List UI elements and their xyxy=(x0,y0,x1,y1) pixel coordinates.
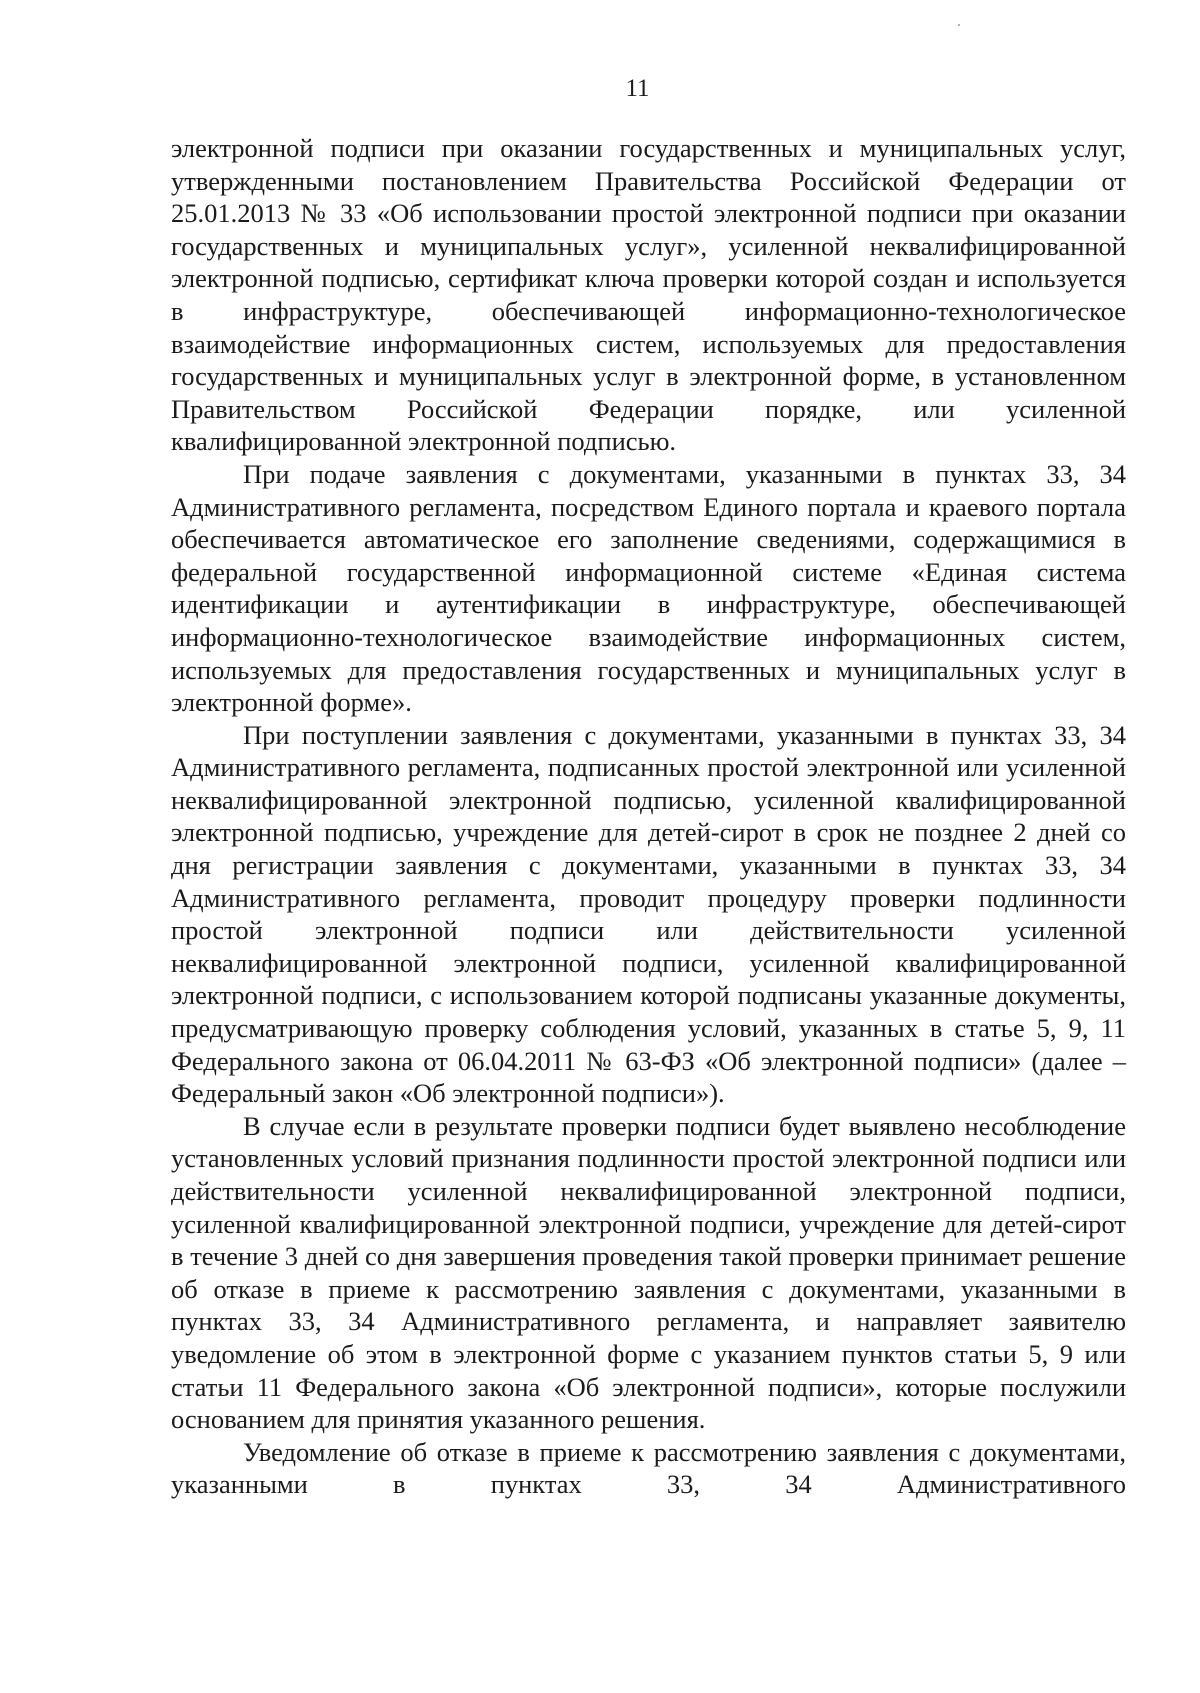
paragraph-verification-failure: В случае если в результате проверки подписи будет выявлено несоблюдение установленных условий признания подлинности простой электронной подписи или действительности усиленной неквалифицированной электронной подписи, усиленной квалифицированной электронной подписи, учреждение для детей-сирот в течение 3 дней со дня завершения проведения такой проверки принимает решение об отказе в приеме к рассмотрению заявления с документами, указанными в пунктах 33, 34 Административного регламента, и направляет заявителю уведомление об этом в электронной форме с указанием пунктов статьи 5, 9 или статьи 11 Федерального закона «Об электронной подписи», которые послужили основанием для принятия указанного решения. xyxy=(171,1110,1126,1435)
paragraph-signature-verification: При поступлении заявления с документами, указанными в пунктах 33, 34 Административного регламента, подписанных простой электронной или усиленной неквалифицированной электронной подписью, усиленной квалифицированной электронной подписью, учреждение для детей-сирот в срок не позднее 2 дней со дня регистрации заявления с документами, указанными в пунктах 33, 34 Административного регламента, проводит процедуру проверки подлинности простой электронной подписи или действительности усиленной неквалифицированной электронной подписи, усиленной квалифицированной электронной подписи, с использованием которой подписаны указанные документы, предусматривающую проверку соблюдения условий, указанных в статье 5, 9, 11 Федерального закона от 06.04.2011 № 63-ФЗ «Об электронной подписи» (далее – Федеральный закон «Об электронной подписи»). xyxy=(171,719,1126,1109)
paragraph-continuation: электронной подписи при оказании государственных и муниципальных услуг, утвержденными постановлением Правительства Российской Федерации от 25.01.2013 № 33 «Об использовании простой электронной подписи при оказании государственных и муниципальных услуг», усиленной неквалифицированной электронной подписью, сертификат ключа проверки которой создан и используется в инфраструктуре, обеспечивающей информационно-технологическое взаимодействие информационных систем, используемых для предоставления государственных и муниципальных услуг в электронной форме, в установленном Правительством Российской Федерации порядке, или усиленной квалифицированной электронной подписью. xyxy=(171,133,1126,457)
scan-speck xyxy=(958,24,960,26)
paragraph-application-submission: При подаче заявления с документами, указанными в пунктах 33, 34 Административного регламента, посредством Единого портала и краевого портала обеспечивается автоматическое его заполнение сведениями, содержащимися в федеральной государственной информационной системе «Единая система идентификации и аутентификации в инфраструктуре, обеспечивающей информационно-технологическое взаимодействие информационных систем, используемых для предоставления государственных и муниципальных услуг в электронной форме». xyxy=(171,458,1126,718)
document-body xyxy=(171,132,1126,1501)
page-number: 11 xyxy=(625,75,650,102)
paragraph-refusal-notice: Уведомление об отказе в приеме к рассмотрению заявления с документами, указанными в пунктах 33, 34 Административного xyxy=(171,1436,1126,1500)
